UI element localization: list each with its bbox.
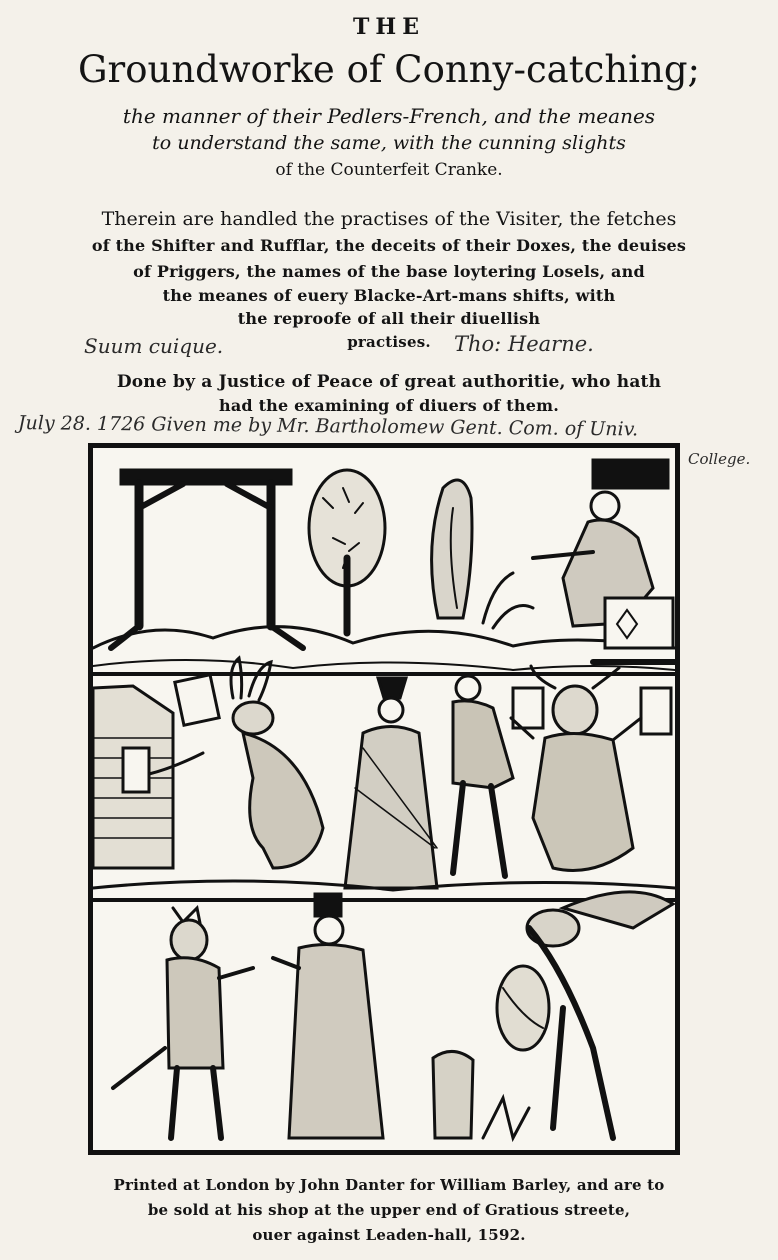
author-line-2: had the examining of diuers of them. [219,396,559,415]
hills [93,627,675,648]
fox-devil-figure-icon [113,908,253,1138]
woodcut-svg [93,448,675,1150]
imprint-line-3: ouer against Leaden-hall, 1592. [252,1226,526,1244]
handwritten-motto: Suum cuique. [84,334,224,358]
gentleman-figure-icon [273,894,383,1138]
handwritten-provenance: July 28. 1726 Given me by Mr. Bartholomew Gent. Com. of Univ. [17,412,639,441]
subtitle-line-1: the manner of their Pedlers-French, and the meanes [122,104,656,128]
author-line-1: Done by a Justice of Peace of great authoritie, who hath [116,372,662,392]
handwritten-college: College. [688,450,751,468]
flame-icon [432,480,533,628]
gallows-icon [111,470,303,648]
imprint-line-1: Printed at London by John Danter for William Barley, and are to [113,1176,665,1194]
handwritten-signature: Tho: Hearne. [454,332,594,356]
winged-beast-icon [497,892,673,1138]
contents-line-3: of Priggers, the names of the base loytering Losels, and [133,262,645,281]
lady-figure-icon [345,678,437,888]
contents-line-4: the meanes of euery Blacke-Art-mans shifts, with [162,286,616,305]
brick-house-icon [93,686,173,868]
hare-figure-icon [149,658,323,868]
contents-line-6: practises. [347,333,431,351]
contents-line-5: the reproofe of all their diuellish [237,309,541,328]
subtitle-line-3: of the Counterfeit Cranke. [275,160,503,180]
subtitle-line-2: to understand the same, with the cunning slights [152,132,626,154]
woodcut-illustration [88,443,680,1155]
contents-line-1: Therein are handled the practises of the Visiter, the fetches [101,208,677,230]
judge-figure-icon [533,460,675,662]
title-the: THE [353,14,425,40]
imprint-line-2: be sold at his shop at the upper end of Gratious streete, [147,1201,631,1219]
jester-figure-icon [453,676,543,876]
tree-icon [309,470,385,633]
main-title: Groundworke of Conny-catching; [78,48,700,91]
stump-icon [433,1051,529,1138]
contents-line-2: of the Shifter and Rufflar, the deceits of their Doxes, the deuises [91,236,687,255]
